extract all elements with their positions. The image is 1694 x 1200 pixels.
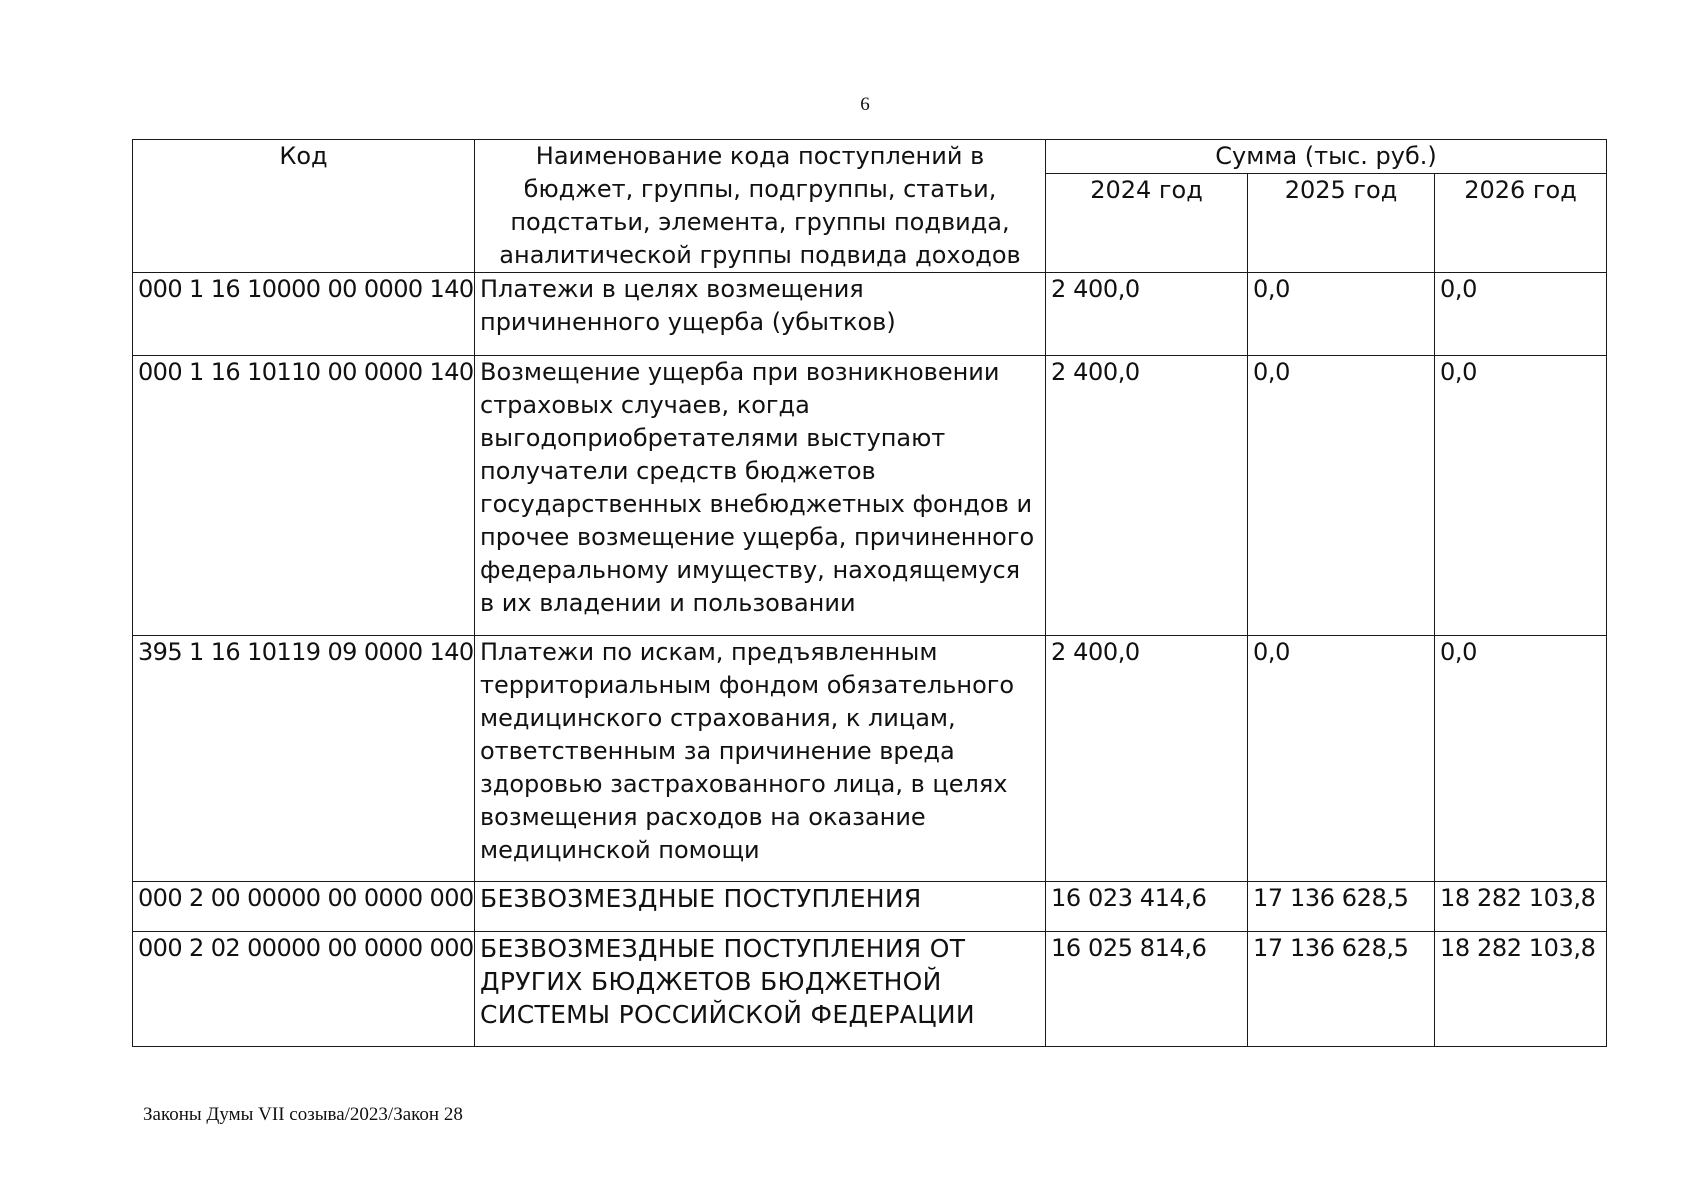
row-value-2025: 0,0 — [1248, 636, 1435, 882]
table-row — [133, 882, 1607, 932]
row-code: 000 1 16 10110 00 0000 140 — [133, 356, 475, 636]
table-row — [133, 273, 1607, 356]
row-value-2024: 16 023 414,6 — [1046, 882, 1248, 932]
budget-revenue-table — [132, 139, 1607, 1047]
row-code: 000 1 16 10000 00 0000 140 — [133, 273, 475, 356]
row-value-2024: 2 400,0 — [1046, 636, 1248, 882]
row-value-2025: 17 136 628,5 — [1248, 932, 1435, 1047]
header-sum: Сумма (тыс. руб.) — [1046, 140, 1607, 174]
header-name: Наименование кода поступлений в бюджет, группы, подгруппы, статьи, подстатьи, элемента, группы подвида, аналитической группы подвида доходов — [475, 140, 1046, 273]
table-row — [133, 636, 1607, 882]
row-code: 000 2 00 00000 00 0000 000 — [133, 882, 475, 932]
row-value-2026: 0,0 — [1435, 636, 1607, 882]
row-code: 395 1 16 10119 09 0000 140 — [133, 636, 475, 882]
row-value-2025: 0,0 — [1248, 273, 1435, 356]
row-name: Возмещение ущерба при возникновении страховых случаев, когда выгодоприобретателями выступают получатели средств бюджетов государственных внебюджетных фондов и прочее возмещение ущерба, причиненного федеральному имуществу, находящемуся в их владении и пользовании — [475, 356, 1046, 636]
row-value-2026: 18 282 103,8 — [1435, 882, 1607, 932]
header-year-2025: 2025 год — [1248, 174, 1435, 273]
table-row — [133, 932, 1607, 1047]
header-code: Код — [133, 140, 475, 273]
row-value-2026: 0,0 — [1435, 273, 1607, 356]
row-name: БЕЗВОЗМЕЗДНЫЕ ПОСТУПЛЕНИЯ — [475, 882, 1046, 932]
page-number: 6 — [860, 94, 870, 115]
table-row — [133, 356, 1607, 636]
row-value-2026: 18 282 103,8 — [1435, 932, 1607, 1047]
row-value-2024: 2 400,0 — [1046, 356, 1248, 636]
row-name: Платежи по искам, предъявленным территориальным фондом обязательного медицинского страхования, к лицам, ответственным за причинение вреда здоровью застрахованного лица, в целях возмещения расходов на оказание медицинской помощи — [475, 636, 1046, 882]
row-value-2025: 17 136 628,5 — [1248, 882, 1435, 932]
header-year-2026: 2026 год — [1435, 174, 1607, 273]
row-name: Платежи в целях возмещения причиненного ущерба (убытков) — [475, 273, 1046, 356]
row-value-2026: 0,0 — [1435, 356, 1607, 636]
row-code: 000 2 02 00000 00 0000 000 — [133, 932, 475, 1047]
document-footer: Законы Думы VII созыва/2023/Закон 28 — [143, 1104, 463, 1125]
row-value-2025: 0,0 — [1248, 356, 1435, 636]
row-name: БЕЗВОЗМЕЗДНЫЕ ПОСТУПЛЕНИЯ ОТ ДРУГИХ БЮДЖЕТОВ БЮДЖЕТНОЙ СИСТЕМЫ РОССИЙСКОЙ ФЕДЕРАЦИИ — [475, 932, 1046, 1047]
row-value-2024: 2 400,0 — [1046, 273, 1248, 356]
row-value-2024: 16 025 814,6 — [1046, 932, 1248, 1047]
header-year-2024: 2024 год — [1046, 174, 1248, 273]
